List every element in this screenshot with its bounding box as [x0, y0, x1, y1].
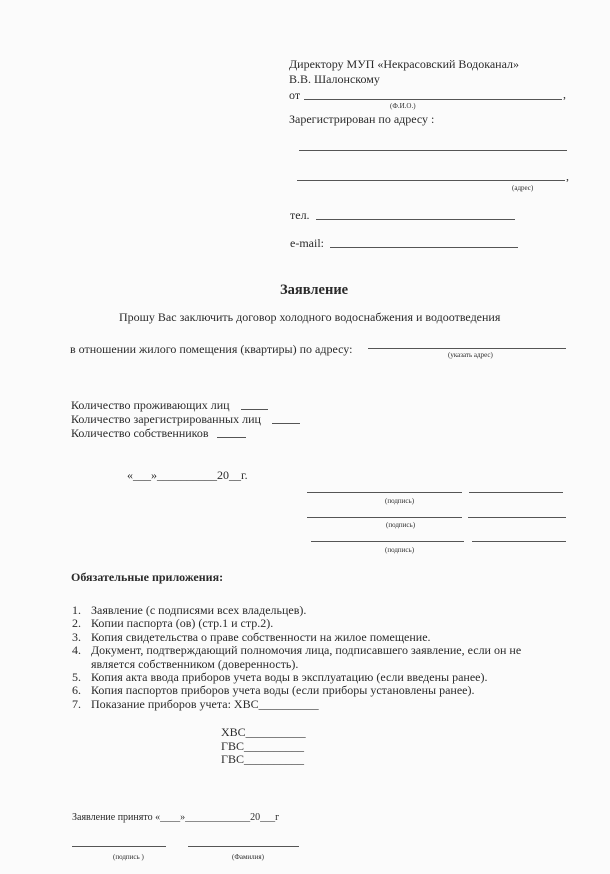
phone-label: тел.	[290, 208, 310, 222]
acceptor-signature-hint: (подпись )	[113, 853, 144, 861]
email-label: e-mail:	[290, 236, 324, 250]
attachment-item: 5. Копия акта ввода приборов учета воды в эксплуатацию (если введены ранее).	[72, 670, 488, 685]
attachment-item: 2. Копии паспорта (ов) (стр.1 и стр.2).	[72, 616, 274, 631]
date-field[interactable]: «___»__________20__г.	[127, 468, 248, 482]
signature-hint-2: (подпись)	[386, 521, 416, 529]
registered-address-label: Зарегистрирован по адресу :	[289, 112, 435, 126]
attachments-heading: Обязательные приложения:	[71, 570, 224, 584]
address-field-line-2[interactable]	[297, 180, 565, 181]
registered-count-field-line[interactable]	[272, 423, 300, 424]
signature-line-3[interactable]	[311, 541, 464, 542]
meter-reading-gvs-2[interactable]: ГВС__________	[221, 752, 304, 766]
address-hint: (адрес)	[512, 184, 534, 192]
residents-field-line[interactable]	[241, 409, 268, 410]
owners-field-line[interactable]	[217, 437, 246, 438]
attachment-item-continuation: является собственником (доверенность).	[91, 656, 299, 671]
request-line: Прошу Вас заключить договор холодного водоснабжения и водоотведения	[119, 310, 501, 324]
owners-label: Количество собственников	[71, 426, 209, 440]
signature-name-line-3[interactable]	[472, 541, 566, 542]
addressee-line-2: В.В. Шалонскому	[289, 72, 380, 86]
signature-hint-3: (подпись)	[385, 546, 415, 554]
attachment-item: 4. Документ, подтверждающий полномочия лица, подписавшего заявление, если он не	[72, 643, 522, 658]
addressee-line-1: Директору МУП «Некрасовский Водоканал»	[289, 57, 520, 71]
signature-line-2[interactable]	[307, 517, 462, 518]
meter-reading-hvs[interactable]: ХВС__________	[221, 725, 306, 739]
document-title: Заявление	[280, 282, 349, 298]
acceptor-surname-line[interactable]	[188, 846, 299, 847]
email-field-line[interactable]	[330, 247, 518, 248]
premises-address-hint: (указать адрес)	[448, 351, 493, 359]
from-label: от	[289, 88, 301, 102]
fio-hint: (Ф.И.О.)	[390, 102, 416, 110]
premises-label: в отношении жилого помещения (квартиры) по адресу:	[70, 342, 353, 356]
attachment-item: 6. Копия паспортов приборов учета воды (если приборы установлены ранее).	[72, 683, 475, 698]
residents-label: Количество проживающих лиц	[71, 398, 230, 412]
fio-field-line[interactable]	[304, 99, 562, 100]
attachment-item: 1. Заявление (с подписями всех владельцев).	[72, 603, 307, 617]
premises-address-line[interactable]	[368, 348, 566, 349]
acceptor-surname-hint: (Фамилия)	[232, 853, 264, 861]
address-comma: ,	[566, 169, 569, 183]
attachment-item: 7. Показание приборов учета: ХВС__________	[72, 696, 319, 711]
accepted-text: Заявление принято «____»_____________20___г	[72, 812, 280, 823]
signature-line-1[interactable]	[307, 492, 462, 493]
phone-field-line[interactable]	[316, 219, 515, 220]
acceptor-signature-line[interactable]	[72, 846, 166, 847]
meter-reading-gvs-1[interactable]: ГВС__________	[221, 739, 304, 753]
registered-count-label: Количество зарегистрированных лиц	[71, 412, 261, 426]
signature-name-line-1[interactable]	[469, 492, 563, 493]
signature-name-line-2[interactable]	[468, 517, 566, 518]
signature-hint-1: (подпись)	[385, 497, 415, 505]
address-field-line-1[interactable]	[299, 150, 567, 151]
attachment-item: 3. Копия свидетельства о праве собственности на жилое помещение.	[72, 629, 431, 644]
attachments-list	[72, 604, 521, 711]
fio-comma: ,	[563, 87, 566, 101]
